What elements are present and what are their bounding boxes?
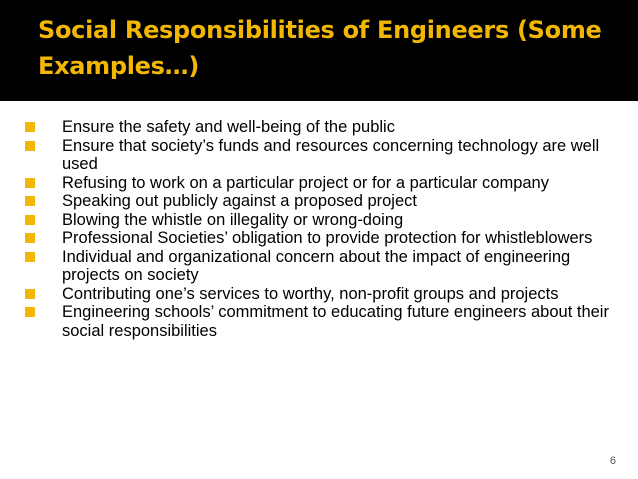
bullet-list	[20, 118, 620, 340]
bullet-item	[20, 303, 620, 340]
square-bullet-icon	[25, 141, 35, 151]
bullet-text: Contributing one’s services to worthy, non-profit groups and projects	[62, 284, 559, 303]
page-number: 6	[609, 455, 616, 467]
square-bullet-icon	[25, 252, 35, 262]
square-bullet-icon	[25, 233, 35, 243]
bullet-text: Ensure that society’s funds and resources concerning technology are well used	[62, 136, 600, 173]
bullet-item	[20, 118, 620, 137]
bullet-text: Refusing to work on a particular project or for a particular company	[62, 173, 549, 192]
slide-title: Social Responsibilities of Engineers (Some Examples…)	[38, 16, 602, 80]
square-bullet-icon	[25, 196, 35, 206]
bullet-item	[20, 174, 620, 193]
title-bar	[0, 0, 638, 101]
bullet-item	[20, 229, 620, 248]
bullet-item	[20, 248, 620, 285]
square-bullet-icon	[25, 215, 35, 225]
bullet-text: Professional Societies’ obligation to provide protection for whistleblowers	[62, 229, 593, 247]
bullet-text: Individual and organizational concern about the impact of engineering projects on society	[62, 247, 571, 284]
square-bullet-icon	[25, 178, 35, 188]
bullet-item	[20, 192, 620, 211]
square-bullet-icon	[25, 289, 35, 299]
square-bullet-icon	[25, 307, 35, 317]
bullet-text: Engineering schools’ commitment to educating future engineers about their social responsibilities	[62, 303, 609, 340]
bullet-item	[20, 137, 620, 174]
bullet-item	[20, 211, 620, 230]
bullet-item	[20, 285, 620, 304]
square-bullet-icon	[25, 122, 35, 132]
bullet-text: Blowing the whistle on illegality or wrong-doing	[62, 210, 404, 229]
bullet-text: Speaking out publicly against a proposed project	[62, 192, 417, 210]
bullet-text: Ensure the safety and well-being of the public	[62, 118, 395, 136]
